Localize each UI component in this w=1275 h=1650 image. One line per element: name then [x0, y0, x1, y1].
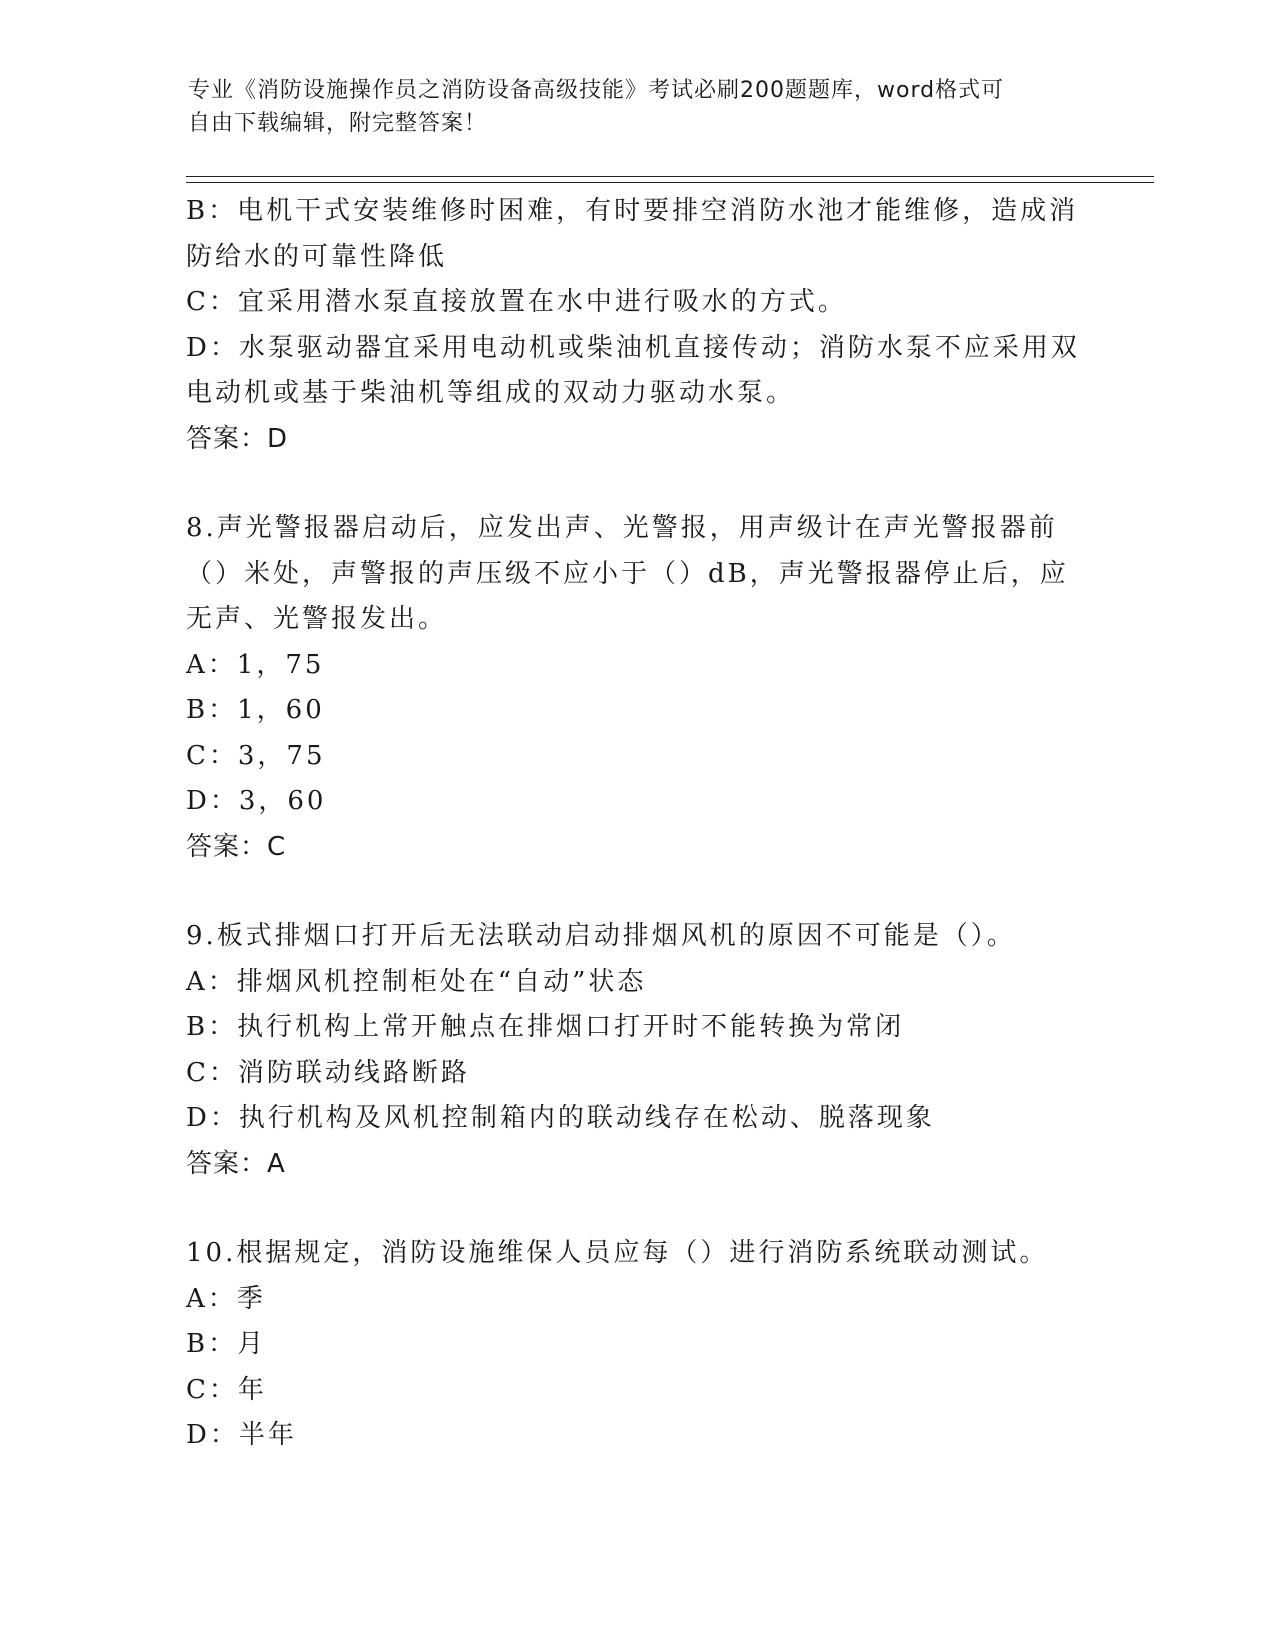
option-d-continued: 电动机或基于柴油机等组成的双动力驱动水泵。: [186, 378, 796, 408]
header-divider-bottom: [186, 182, 1154, 183]
option-d: D：3，60: [186, 786, 327, 816]
question-text: 8.声光警报器启动后，应发出声、光警报，用声级计在声光警报器前: [186, 513, 1058, 543]
option-d: D：执行机构及风机控制箱内的联动线存在松动、脱落现象: [186, 1103, 935, 1133]
question-7-tail: [186, 189, 1086, 462]
question-text-continued: （）米处，声警报的声压级不应小于（）dB，声光警报器停止后，应: [186, 558, 1069, 589]
option-d: D：水泵驱动器宜采用电动机或柴油机直接传动；消防水泵不应采用双: [186, 332, 1080, 363]
option-b: B：执行机构上常开触点在排烟口打开时不能转换为常闭: [186, 1012, 905, 1042]
option-c: C：宜采用潜水泵直接放置在水中进行吸水的方式。: [186, 287, 847, 317]
question-text-continued: 无声、光警报发出。: [186, 604, 448, 634]
option-c: C：3，75: [186, 740, 326, 771]
option-b-continued: 防给水的可靠性降低: [186, 241, 448, 272]
question-content: [186, 189, 1086, 1459]
option-a: A：季: [186, 1283, 266, 1314]
option-a: A：1，75: [186, 649, 325, 680]
answer-label: 答案：D: [186, 423, 289, 454]
answer-label: 答案：A: [186, 1148, 286, 1179]
option-b: B：电机干式安装维修时困难，有时要排空消防水池才能维修，造成消: [186, 196, 1079, 226]
header-title-line-1: 专业《消防设施操作员之消防设备高级技能》考试必刷200题题库，word格式可: [188, 78, 1005, 103]
option-c: C：年: [186, 1374, 267, 1405]
spacer: [186, 1187, 1086, 1231]
question-10: [186, 1231, 1086, 1459]
document-header: [188, 74, 1068, 140]
answer-label: 答案：C: [186, 831, 287, 862]
option-a: A：排烟风机控制柜处在“自动”状态: [186, 966, 647, 997]
question-text: 9.板式排烟口打开后无法联动启动排烟风机的原因不可能是（）。: [186, 921, 1016, 951]
header-title-line-2: 自由下载编辑，附完整答案！: [188, 111, 488, 136]
option-c: C：消防联动线路断路: [186, 1057, 470, 1088]
header-divider-top: [186, 176, 1154, 177]
option-b: B：月: [186, 1329, 267, 1359]
question-text: 10.根据规定，消防设施维保人员应每（）进行消防系统联动测试。: [186, 1238, 1049, 1268]
spacer: [186, 462, 1086, 506]
option-b: B：1，60: [186, 695, 325, 725]
spacer: [186, 870, 1086, 914]
option-d: D：半年: [186, 1420, 297, 1450]
question-8: [186, 506, 1086, 870]
question-9: [186, 914, 1086, 1187]
